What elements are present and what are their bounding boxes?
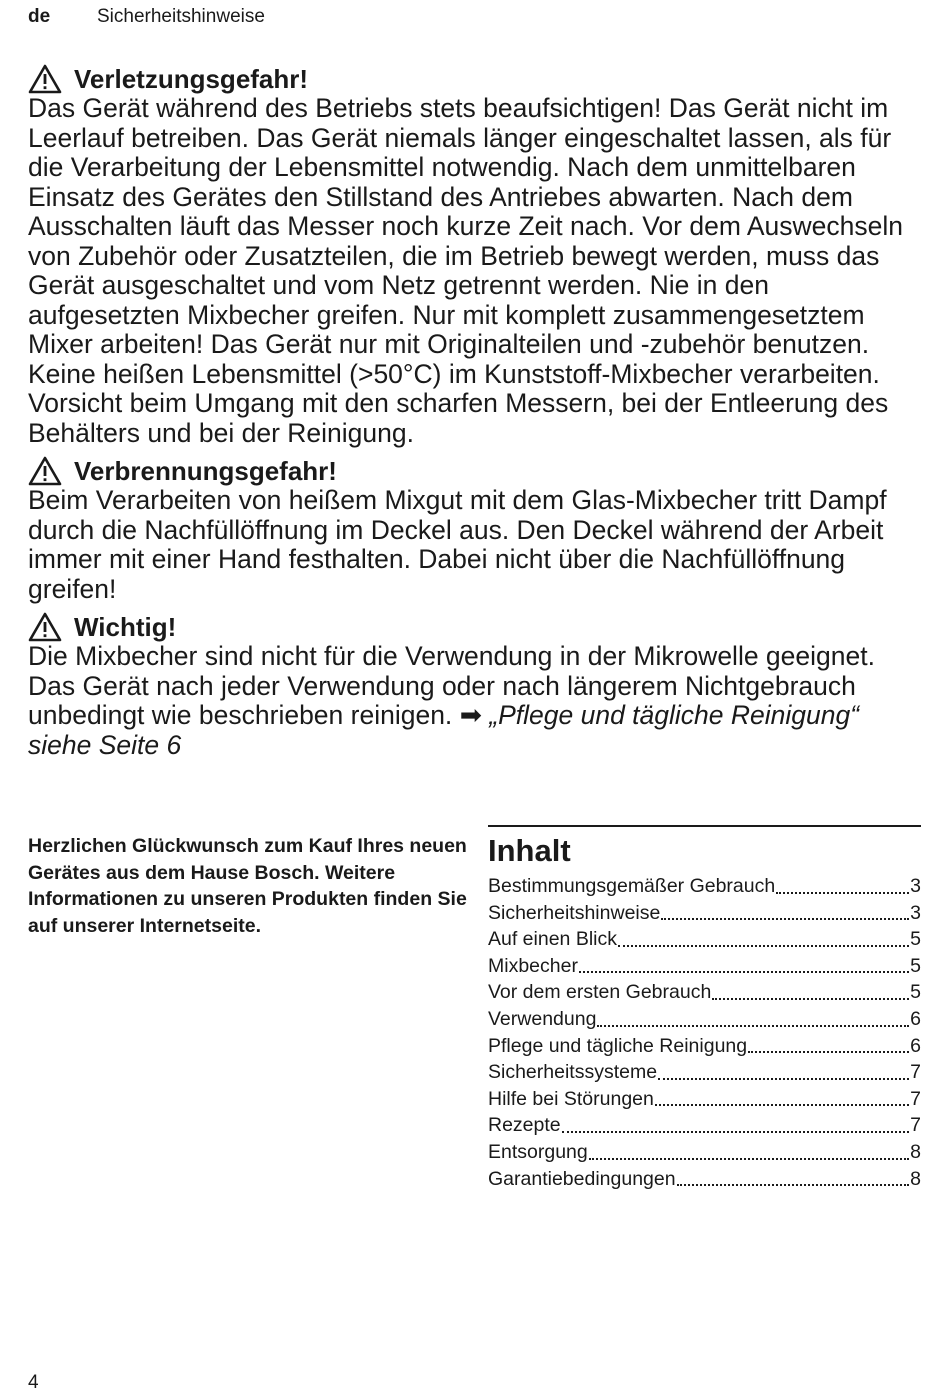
- toc-entry[interactable]: [488, 979, 921, 1006]
- toc-entry-label: Pflege und tägliche Reinigung: [488, 1034, 748, 1057]
- dot-leader: [589, 1158, 909, 1160]
- warning-triangle-icon: [28, 64, 62, 94]
- intro-text: Herzlichen Glückwunsch zum Kauf Ihres neuen Gerätes aus dem Hause Bosch. Weitere Informationen zu unseren Produkten finden Sie auf unserer Internetseite.: [28, 835, 467, 937]
- dot-leader: [677, 1184, 910, 1186]
- toc-divider: [488, 825, 921, 827]
- table-of-contents: [488, 825, 921, 1192]
- safety-warnings: [28, 64, 928, 768]
- toc-entry[interactable]: [488, 1059, 921, 1086]
- warning-triangle-icon: [28, 456, 62, 486]
- toc-entry-label: Garantiebedingungen: [488, 1167, 676, 1190]
- toc-entry-page: 7: [910, 1061, 921, 1084]
- section-title: Sicherheitshinweise: [97, 6, 265, 27]
- cross-reference: „Pflege und tägliche Reinigung“ siehe Seite 6: [28, 700, 860, 760]
- toc-entry-label: Verwendung: [488, 1007, 597, 1030]
- warning-title: Verletzungsgefahr!: [28, 64, 928, 94]
- warning-text: Die Mixbecher sind nicht für die Verwendung in der Mikrowelle geeignet. Das Gerät nach jeder Verwendung oder nach längerem Nichtgebrauch unbedingt wie beschrieben reinigen. ➡ „Pflege und tägliche Reinigung“ siehe Seite 6: [28, 641, 875, 760]
- toc-entry-page: 5: [910, 981, 921, 1004]
- warning-title: Verbrennungsgefahr!: [28, 456, 928, 486]
- dot-leader: [712, 998, 909, 1000]
- toc-entry[interactable]: [488, 1086, 921, 1113]
- toc-entry-label: Auf einen Blick: [488, 928, 617, 951]
- toc-entry[interactable]: [488, 873, 921, 900]
- toc-entry-label: Vor dem ersten Gebrauch: [488, 981, 712, 1004]
- warning-text: Das Gerät während des Betriebs stets beaufsichtigen! Das Gerät nicht im Leerlauf betreiben. Das Gerät niemals länger eingeschaltet lassen, als für die Verarbeitung der Lebensmittel notwendig. Nach dem unmittelbaren Einsatz des Gerätes den Stillstand des Antriebes abwarten. Nach dem Ausschalten läuft das Messer noch kurze Zeit nach. Vor dem Auswechseln von Zubehör oder Zusatzteilen, die im Betrieb bewegt werden, muss das Gerät ausgeschaltet und vom Netz getrennt werden. Nie in den aufgesetzten Mixbecher greifen. Nur mit komplett zusammengesetztem Mixer arbeiten! Das Gerät nur mit Originalteilen und -zubehör benutzen. Keine heißen Lebensmittel (>50°C) im Kunststoff-Mixbecher verarbeiten. Vorsicht beim Umgang mit den scharfen Messern, bei der Entleerung des Behälters und bei der Reinigung.: [28, 93, 903, 448]
- dot-leader: [579, 971, 909, 973]
- toc-entry-page: 3: [910, 875, 921, 897]
- toc-entry[interactable]: [488, 1033, 921, 1060]
- toc-entry[interactable]: [488, 1112, 921, 1139]
- dot-leader: [748, 1051, 909, 1053]
- toc-entry-page: 5: [910, 928, 921, 951]
- toc-entry-label: Entsorgung: [488, 1140, 588, 1163]
- warning-important: [28, 612, 928, 760]
- toc-entry-label: Rezepte: [488, 1114, 561, 1137]
- toc-entry[interactable]: [488, 1139, 921, 1166]
- arrow-right-icon: ➡: [459, 700, 482, 730]
- warning-triangle-icon: [28, 612, 62, 642]
- dot-leader: [618, 945, 909, 947]
- toc-entry-page: 8: [910, 1140, 921, 1163]
- dot-leader: [658, 1078, 909, 1080]
- toc-entry-page: 7: [910, 1087, 921, 1110]
- toc-entry-label: Sicherheitssysteme: [488, 1061, 658, 1084]
- toc-list: [488, 873, 921, 1192]
- toc-entry-page: 8: [910, 1167, 921, 1190]
- toc-entry-page: 7: [910, 1114, 921, 1137]
- page-number: 4: [28, 1372, 39, 1393]
- toc-entry-label: Hilfe bei Störungen: [488, 1087, 654, 1110]
- dot-leader: [597, 1025, 909, 1027]
- dot-leader: [661, 918, 909, 920]
- toc-title: Inhalt: [488, 833, 571, 868]
- toc-entry-page: 6: [910, 1034, 921, 1057]
- toc-entry-page: 3: [910, 901, 921, 924]
- toc-entry[interactable]: [488, 1006, 921, 1033]
- warning-burn: [28, 456, 928, 604]
- language-code: de: [28, 6, 51, 27]
- toc-entry-label: Mixbecher: [488, 954, 578, 977]
- toc-entry-label: Bestimmungsgemäßer Gebrauch: [488, 875, 776, 897]
- toc-entry-page: 6: [910, 1007, 921, 1030]
- toc-entry[interactable]: [488, 953, 921, 980]
- toc-entry-label: Sicherheitshinweise: [488, 901, 661, 924]
- dot-leader: [562, 1131, 910, 1133]
- page-header: [28, 6, 265, 28]
- toc-entry-page: 5: [910, 954, 921, 977]
- warning-text: Beim Verarbeiten von heißem Mixgut mit dem Glas-Mixbecher tritt Dampf durch die Nachfüllöffnung im Deckel aus. Den Deckel während der Arbeit immer mit einer Hand festhalten. Dabei nicht über die Nachfüllöffnung greifen!: [28, 485, 887, 604]
- toc-entry[interactable]: [488, 900, 921, 927]
- warning-title: Wichtig!: [28, 612, 928, 642]
- warning-injury: [28, 64, 928, 448]
- toc-entry[interactable]: [488, 926, 921, 953]
- toc-entry[interactable]: [488, 1166, 921, 1193]
- dot-leader: [655, 1104, 909, 1106]
- dot-leader: [776, 892, 909, 894]
